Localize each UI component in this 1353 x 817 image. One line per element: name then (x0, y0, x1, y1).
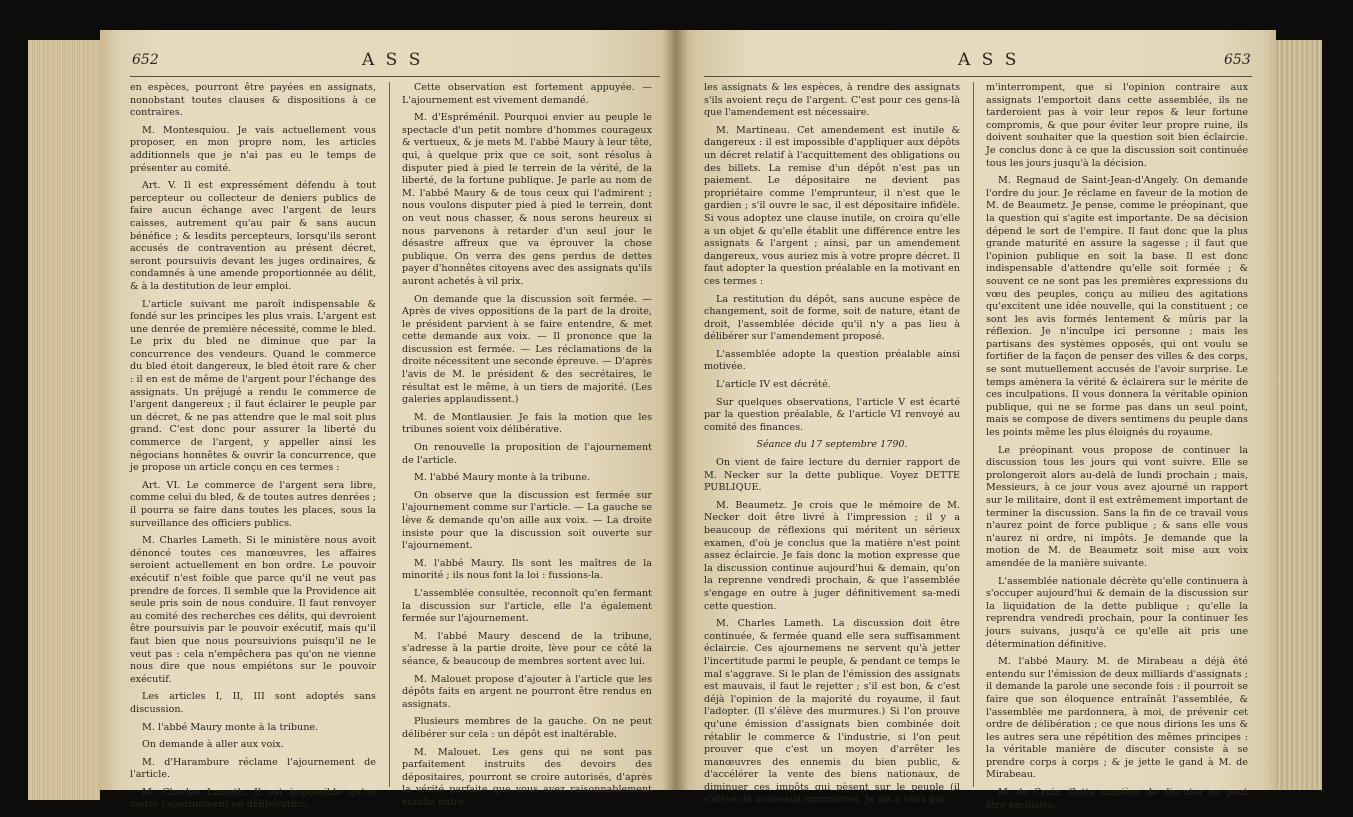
right-page-edges (1276, 40, 1322, 790)
paragraph: Art. VI. Le commerce de l'argent sera libre, comme celui du bled, & de toutes autres denrées ; il pourra se faire dans toutes les places, sous la surveillance des officiers publics. (130, 479, 376, 529)
page-number-right: 653 (1224, 52, 1251, 68)
left-page (100, 30, 676, 811)
paragraph: M. de Montlausier. Je fais la motion que les tribunes soient voix délibérative. (402, 411, 652, 436)
paragraph: Plusieurs membres de la gauche. On ne peut délibérer sur cela : un dépôt est inaltérable. (402, 716, 652, 740)
paragraph: La restitution du dépôt, sans aucune espèce de changement, soit de forme, soit de nature, étant de droit, l'assemblée décide qu'il n'y a pas lieu à délibérer sur l'amendement proposé. (704, 293, 960, 343)
left-page-column-1 (130, 82, 376, 817)
paragraph: On vient de faire lecture du dernier rapport de M. Necker sur la dette publique. Voyez DETTE PUBLIQUE. (704, 457, 960, 494)
paragraph: M. Malouet propose d'ajouter à l'article que les dépôts faits en argent ne pourront être rendus en assignats. (402, 673, 652, 710)
paragraph: On demande à aller aux voix. (142, 739, 284, 751)
paragraph: M. l'abbé Maury descend de la tribune, s'adresse à la partie droite, lève pour ce côté la séance, & beaucoup de membres sortent avec lui. (402, 630, 652, 667)
running-head-right: A S S (958, 50, 1020, 70)
paragraph: L'assemblée consultée, reconnoît qu'en fermant la discussion sur l'article, elle l'a également fermée sur l'ajournement. (402, 587, 652, 625)
paragraph: Art. V. Il est expressément défendu à tout percepteur ou collecteur de deniers publics de faire aucun échange avec l'argent de leurs caisses, autrement qu'au pair & sans aucun bénéfice ; & lesdits percepteurs, lorsqu'ils seront accusés de contravention au présent décret, seront poursuivis devant les juges ordinaires, & condamnés à une amende proportionnée au délit, & à la destitution de leur emploi. (130, 180, 376, 292)
paragraph: M. Malouet. Les gens qui ne sont pas parfaitement instruits des devoirs des dépositaires, pourront se croire autorisés, d'après la vérité parfaite que vous avez raisonnablement établie entre (402, 746, 652, 808)
running-head-left: A S S (362, 50, 424, 70)
paragraph: M. Charles Lameth. La discussion doit être continuée, & fermée quand elle sera suffisamment éclaircie. Ces ajournemens ne servent qu'à jetter l'incertitude parmi le peuple, & pendant ce temps le mal s'aggrave. Si le plan de l'émission des assignats est mauvais, il faut le rejetter ; s'il est bon, & c'est déjà l'opinion de la majorité du royaume, il faut l'adopter. (Il s'élève des murmures.) Si l'on prouve qu'une émission d'assignats bien combinée doit rétablir le commerce & l'industrie, si l'on peut prouver que c'est un moyen d'arrêter les manœuvres des ennemis du bien public, & d'accélérer la vente des biens nationaux, de diminuer ces impôts qui pèsent sur le peuple (il s'élève de nouveaux murmures). Je dis à ceux qui (704, 618, 960, 806)
paragraph: L'assemblée nationale décrète qu'elle continuera à s'occuper aujourd'hui & demain de la discussion sur la liquidation de la dette publique ; qu'elle la reprendra vendredi prochain, pour la continuer les jours suivans, jusqu'à ce qu'elle ait pris une détermination définitive. (986, 575, 1248, 650)
paragraph: M. l'abbé Maury. M. de Mirabeau a déjà été entendu sur l'émission de deux milliards d'assignats ; il demande la parole une seconde fois : il pourroit se faire que son éloquence entraînât l'assemblée, & l'assemblée me pardonnera, à moi, de prévenir cet ordre de délibération ; ce que nous dirions les uns & les autres sera une répétition des mêmes principes : la véritable manière de discuter consiste à se prendre corps à corps ; & je jette le gand à M. de Mirabeau. (986, 656, 1248, 781)
paragraph: M. Regnaud de Saint-Jean-d'Angely. On demande l'ordre du jour. Je réclame en faveur de la motion de M. de Beaumetz. Je pense, comme le préopinant, que la question qui s'agite est importante. De sa décision dépend le sort de l'empire. Il faut donc que la plus grande maturité en assure la sagesse ; il faut que l'opinion publique en soit la base. Il est donc indispensable d'attendre qu'elle soit formée ; & souvent ce ne sont pas les premières expressions du vœu des peuples, conçu au milieu des agitations qu'excitent une idée nouvelle, qui la constituent ; ce sont les avis formés lentement & mûris par la réflexion. Je n'inculpe ici personne ; mais les partisans des systèmes opposés, qui ont voulu se fortifier de la façon de penser des villes & des corps, se sont mutuellement accusés de l'avoir surprise. Le temps amènera la vérité & éclairera sur le mérite de ces inculpations. Il vous donnera la véritable opinion publique, qui ne se forme pas dans un seul point, mais se compose de divers sentimens du peuple dans les points même les plus éloignés du royaume. (986, 175, 1248, 439)
paragraph: M. Beaumetz. Je crois que le mémoire de M. Necker doit être livré à l'impression ; il y a beaucoup de réflexions qui méritent un sérieux examen, d'où je conclus que la matière n'est point assez éclaircie. Je fais donc la motion expresse que la discussion continue aujourd'hui & demain, qu'on la reprenne vendredi prochain, & que l'assemblée s'engage en outre à juger définitivement sa-medi cette question. (704, 499, 960, 612)
paragraph: Cette observation est fortement appuyée. — L'ajournement est vivement demandé. (402, 82, 652, 106)
paragraph: M. l'abbé Maury. Ils sont les maîtres de la minorité ; ils nous font la loi : fussions-la. (402, 557, 652, 582)
left-page-column-2 (402, 82, 652, 814)
left-page-edges (28, 40, 100, 800)
paragraph: Sur quelques observations, l'article V est écarté par la question préalable, & l'article VI renvoyé au comité des finances. (704, 396, 960, 433)
paragraph: M. l'abbé Maury monte à la tribune. (414, 472, 591, 484)
paragraph: Séance du 17 septembre 1790. (756, 439, 908, 451)
paragraph: L'assemblée adopte la question préalable ainsi motivée. (704, 348, 960, 373)
right-page-column-2 (986, 82, 1248, 817)
paragraph: m'interrompent, que si l'opinion contraire aux assignats l'emportoit dans cette assemblée, ils ne tarderoient pas à voir leur repos & leur fortune compromis, & que pour éviter leur propre ruine, ils doivent souhaiter que la question soit bien éclaircie. Je conclus donc à ce que la discussion soit continuée tous les jours jusqu'à la décision. (986, 82, 1248, 169)
paragraph: M. Martineau. Cet amendement est inutile & dangereux : il est impossible d'appliquer aux dépôts un décret relatif à l'acquittement des obligations ou des billets. La remise d'un dépôt n'est pas un paiement. Le dépositaire ne devient pas propriétaire comme l'emprunteur, il n'est que le gardien ; s'il ouvre le sac, il est dépositaire infidèle. Si vous adoptez une clause inutile, on croira qu'elle a un objet & qu'elle établit une différence entre les assignats & l'argent ; ainsi, par un amendement dangereux, vous auriez mis à votre propre décret. Il faut adopter la question préalable en la motivant en ces termes : (704, 124, 960, 287)
paragraph: M. de Croix. Cette manière de discuter ne peut être exclusive, (986, 787, 1248, 811)
paragraph: les assignats & les espèces, à rendre des assignats s'ils avoient reçu de l'argent. C'est pour ces gens-là que l'amendement est nécessaire. (704, 82, 960, 119)
paragraph: On observe que la discussion est fermée sur l'ajournement comme sur l'article. — La gauche se lève & demande qu'on aille aux voix. — La droite insiste pour que la discussion soit ouverte sur l'ajournement. (402, 489, 652, 552)
column-divider-left (389, 82, 390, 787)
right-page-column-1 (704, 82, 960, 812)
paragraph: Le préopinant vous propose de continuer la discussion tous les jours qui vont suivre. Elle se prolongeroit alors au-delà de lundi prochain ; mais, Messieurs, à ce jour vous avez ajourné un rapport sur le militaire, dont il est extrêmement important de terminer la discussion. Sans la fin de ce travail vous n'aurez point de force publique ; & sans elle vous n'aurez ni ordre, ni impôts. Je demande que la motion de M. de Beaumetz soit mise aux voix amendée de la manière suivante. (986, 444, 1248, 569)
page-number-left: 652 (132, 52, 159, 68)
paragraph: en espèces, pourront être payées en assignats, nonobstant toutes clauses & dispositions à ce contraires. (130, 82, 376, 119)
right-page (676, 30, 1276, 811)
paragraph: M. d'Espréménil. Pourquoi envier au peuple le spectacle d'un petit nombre d'hommes courageux & vertueux, & je mets M. l'abbé Maury à leur tête, qui, à quelque prix que ce soit, sont résolus à disputer pied à pied le terrein de la vérité, de la liberté, de la fortune publique. Je parle au nom de M. l'abbé Maury & de tous ceux qui l'admirent ; nous voulons disputer pied à pied le terrein, dont on veut nous chasser, & nous serons heureux si nous parvenons à retarder d'un seul jour le désastre affreux que va éprouver la chose publique. On verra des gens perdus de dettes payer d'honnêtes citoyens avec des assignats qu'ils auront achetés à vil prix. (402, 112, 652, 287)
paragraph: L'article IV est décrété. (716, 379, 831, 391)
paragraph: Les articles I, II, III sont adoptés sans discussion. (130, 691, 376, 715)
header-rule-right (704, 76, 1252, 77)
header-rule-left (130, 76, 660, 77)
paragraph: L'article suivant me paroît indispensable & fondé sur les principes les plus vrais. L'argent est une denrée de première nécessité, comme le bled. Le prix du bled ne diminue que par la concurrence des vendeurs. Quand le commerce du bled étoit dangereux, le bled étoit rare & cher : il en est de même de l'argent pour l'échange des assignats. Un préjugé a rendu le commerce de l'argent dangereux ; il faut éclairer le peuple par un décret, & ne pas attendre que le mal soit plus grand. C'est donc pour assurer la liberté du commerce de l'argent, y appeller ainsi les négocians honnêtes & ouvrir la concurrence, que je propose un article conçu en ces termes : (130, 298, 376, 474)
book-gutter (664, 30, 688, 790)
paragraph: On demande que la discussion soit fermée. — Après de vives oppositions de la part de la droite, le président parvient à se faire entendre, & met cette demande aux voix. — Il prononce que la discussion est fermée. — Les réclamations de la droite nécessitent une seconde épreuve. — D'après l'avis de M. le président & des secrétaires, le résultat est le même, à un tiers de majorité. (Les galeries applaudissent.) (402, 293, 652, 406)
paragraph: On renouvelle la proposition de l'ajournement de l'article. (402, 442, 652, 466)
paragraph: M. d'Harambure réclame l'ajournement de l'article. (130, 756, 376, 781)
paragraph: M. Montesquiou. Je vais actuellement vous proposer, en mon propre nom, les articles additionnels que je n'ai pas eu le temps de présenter au comité. (130, 124, 376, 174)
paragraph: M. Charles Lameth. Si le ministère nous avoit dénoncé toutes ces manœuvres, les affaires seroient actuellement en bon ordre. Le pouvoir exécutif n'est foible que parce qu'il ne veut pas prendre de forces. Il semble que la Providence ait seule pris soin de nous conduire. Il faut renvoyer au comité des recherches ces délits, qui devroient être poursuivis par le pouvoir exécutif, mais qu'il faut bien que nous poursuivions puisqu'il ne le veut pas : cela n'empêchera pas qu'on ne vienne nous dire que nous empiétons sur le pouvoir exécutif. (130, 535, 376, 685)
column-divider-right (973, 82, 974, 787)
paragraph: M. l'abbé Maury monte à la tribune. (142, 721, 319, 733)
paragraph: M. Charles Lameth. Il est impossible qu'on mette l'ajournement en délibération, (130, 786, 376, 811)
